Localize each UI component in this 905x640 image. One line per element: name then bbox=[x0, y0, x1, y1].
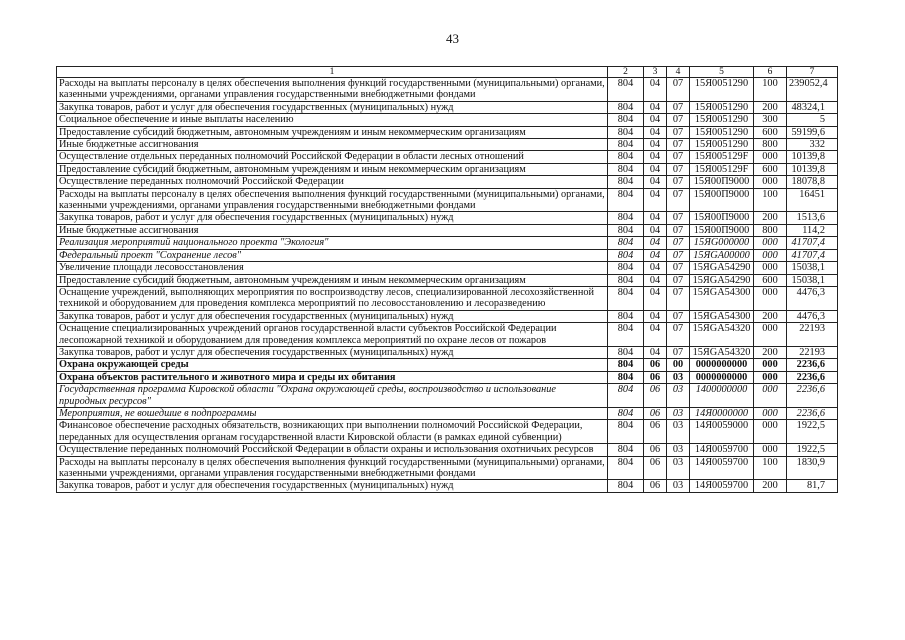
row-expense-type-cell: 000 bbox=[754, 407, 787, 419]
row-subsection-cell: 07 bbox=[667, 224, 690, 236]
row-amount-cell: 41707,4 bbox=[787, 249, 838, 261]
table-row bbox=[57, 139, 838, 151]
row-amount-cell: 2236,6 bbox=[787, 407, 838, 419]
page-number: 43 bbox=[446, 31, 459, 46]
row-amount-cell: 332 bbox=[787, 139, 838, 151]
row-ved-code-cell: 804 bbox=[608, 274, 644, 286]
row-name-cell: Предоставление субсидий бюджетным, автономным учреждениям и иным некоммерческим организациям bbox=[57, 274, 608, 286]
table-row bbox=[57, 323, 838, 347]
row-amount-cell: 1513,6 bbox=[787, 212, 838, 224]
row-ved-code-cell: 804 bbox=[608, 163, 644, 175]
row-amount-cell: 2236,6 bbox=[787, 384, 838, 408]
row-expense-type-cell: 000 bbox=[754, 384, 787, 408]
row-ved-code-cell: 804 bbox=[608, 114, 644, 126]
row-section-cell: 04 bbox=[644, 286, 667, 310]
row-expense-type-cell: 000 bbox=[754, 420, 787, 444]
table-row bbox=[57, 151, 838, 163]
row-name-cell: Охрана объектов растительного и животного мира и среды их обитания bbox=[57, 371, 608, 383]
row-subsection-cell: 03 bbox=[667, 384, 690, 408]
row-section-cell: 06 bbox=[644, 359, 667, 371]
row-ved-code-cell: 804 bbox=[608, 420, 644, 444]
row-expense-type-cell: 800 bbox=[754, 224, 787, 236]
row-section-cell: 04 bbox=[644, 78, 667, 102]
row-expense-type-cell: 000 bbox=[754, 323, 787, 347]
row-name-cell: Закупка товаров, работ и услуг для обеспечения государственных (муниципальных) нужд bbox=[57, 101, 608, 113]
table-row bbox=[57, 286, 838, 310]
row-expense-type-cell: 600 bbox=[754, 126, 787, 138]
row-section-cell: 04 bbox=[644, 212, 667, 224]
row-name-cell: Предоставление субсидий бюджетным, автономным учреждениям и иным некоммерческим организациям bbox=[57, 163, 608, 175]
table-row bbox=[57, 78, 838, 102]
row-amount-cell: 22193 bbox=[787, 323, 838, 347]
row-ved-code-cell: 804 bbox=[608, 286, 644, 310]
row-target-article-cell: 14Я0059700 bbox=[690, 444, 754, 456]
row-subsection-cell: 07 bbox=[667, 163, 690, 175]
header-cell-4: 4 bbox=[667, 67, 690, 78]
row-ved-code-cell: 804 bbox=[608, 101, 644, 113]
row-expense-type-cell: 100 bbox=[754, 456, 787, 480]
row-subsection-cell: 07 bbox=[667, 114, 690, 126]
row-amount-cell: 2236,6 bbox=[787, 359, 838, 371]
row-name-cell: Осуществление переданных полномочий Российской Федерации bbox=[57, 176, 608, 188]
row-name-cell: Иные бюджетные ассигнования bbox=[57, 224, 608, 236]
header-cell-3: 3 bbox=[644, 67, 667, 78]
row-ved-code-cell: 804 bbox=[608, 323, 644, 347]
row-amount-cell: 15038,1 bbox=[787, 262, 838, 274]
row-target-article-cell: 15Я00П9000 bbox=[690, 188, 754, 212]
row-ved-code-cell: 804 bbox=[608, 310, 644, 322]
row-section-cell: 04 bbox=[644, 262, 667, 274]
row-target-article-cell: 15Я0051290 bbox=[690, 126, 754, 138]
row-target-article-cell: 15ЯGA00000 bbox=[690, 249, 754, 261]
row-section-cell: 04 bbox=[644, 114, 667, 126]
row-section-cell: 04 bbox=[644, 163, 667, 175]
row-expense-type-cell: 000 bbox=[754, 371, 787, 383]
row-section-cell: 04 bbox=[644, 139, 667, 151]
row-expense-type-cell: 600 bbox=[754, 163, 787, 175]
row-amount-cell: 239052,4 bbox=[787, 78, 838, 102]
table-row bbox=[57, 384, 838, 408]
row-expense-type-cell: 200 bbox=[754, 346, 787, 358]
row-subsection-cell: 07 bbox=[667, 176, 690, 188]
row-subsection-cell: 07 bbox=[667, 262, 690, 274]
row-ved-code-cell: 804 bbox=[608, 78, 644, 102]
row-target-article-cell: 15Я0051290 bbox=[690, 114, 754, 126]
row-name-cell: Осуществление отдельных переданных полномочий Российской Федерации в области лесных отношений bbox=[57, 151, 608, 163]
row-expense-type-cell: 200 bbox=[754, 212, 787, 224]
row-expense-type-cell: 000 bbox=[754, 151, 787, 163]
row-section-cell: 04 bbox=[644, 188, 667, 212]
table-row bbox=[57, 126, 838, 138]
row-ved-code-cell: 804 bbox=[608, 371, 644, 383]
row-name-cell: Реализация мероприятий национального проекта "Экология" bbox=[57, 237, 608, 249]
row-name-cell: Государственная программа Кировской области "Охрана окружающей среды, воспроизводство и использование природных ресурсов" bbox=[57, 384, 608, 408]
row-ved-code-cell: 804 bbox=[608, 139, 644, 151]
row-ved-code-cell: 804 bbox=[608, 249, 644, 261]
row-name-cell: Закупка товаров, работ и услуг для обеспечения государственных (муниципальных) нужд bbox=[57, 346, 608, 358]
row-target-article-cell: 15ЯGA54300 bbox=[690, 286, 754, 310]
row-subsection-cell: 07 bbox=[667, 212, 690, 224]
row-target-article-cell: 0000000000 bbox=[690, 359, 754, 371]
row-target-article-cell: 1400000000 bbox=[690, 384, 754, 408]
row-ved-code-cell: 804 bbox=[608, 456, 644, 480]
row-section-cell: 04 bbox=[644, 237, 667, 249]
table-row bbox=[57, 359, 838, 371]
row-ved-code-cell: 804 bbox=[608, 407, 644, 419]
row-target-article-cell: 15Я005129F bbox=[690, 151, 754, 163]
row-section-cell: 06 bbox=[644, 407, 667, 419]
row-name-cell: Предоставление субсидий бюджетным, автономным учреждениям и иным некоммерческим организациям bbox=[57, 126, 608, 138]
row-expense-type-cell: 600 bbox=[754, 274, 787, 286]
table-row bbox=[57, 237, 838, 249]
row-subsection-cell: 07 bbox=[667, 274, 690, 286]
row-amount-cell: 114,2 bbox=[787, 224, 838, 236]
row-section-cell: 04 bbox=[644, 346, 667, 358]
row-expense-type-cell: 000 bbox=[754, 444, 787, 456]
row-target-article-cell: 14Я0059700 bbox=[690, 480, 754, 492]
row-section-cell: 04 bbox=[644, 151, 667, 163]
table-row bbox=[57, 188, 838, 212]
table-row bbox=[57, 480, 838, 492]
row-target-article-cell: 14Я0059700 bbox=[690, 456, 754, 480]
row-expense-type-cell: 000 bbox=[754, 237, 787, 249]
row-target-article-cell: 15Я00П9000 bbox=[690, 212, 754, 224]
row-name-cell: Финансовое обеспечение расходных обязательств, возникающих при выполнении полномочий Российской Федерации, переданных для осуществления органам государственной власти Кировской области (в рамках единой субвенции) bbox=[57, 420, 608, 444]
table-row bbox=[57, 456, 838, 480]
table-row bbox=[57, 224, 838, 236]
row-target-article-cell: 15ЯGA54320 bbox=[690, 346, 754, 358]
table-row bbox=[57, 262, 838, 274]
row-amount-cell: 4476,3 bbox=[787, 286, 838, 310]
row-expense-type-cell: 200 bbox=[754, 310, 787, 322]
header-cell-7: 7 bbox=[787, 67, 838, 78]
row-ved-code-cell: 804 bbox=[608, 188, 644, 212]
row-target-article-cell: 15Я005129F bbox=[690, 163, 754, 175]
row-subsection-cell: 07 bbox=[667, 286, 690, 310]
budget-table-body bbox=[57, 67, 838, 493]
row-section-cell: 04 bbox=[644, 126, 667, 138]
row-target-article-cell: 14Я0059000 bbox=[690, 420, 754, 444]
row-expense-type-cell: 200 bbox=[754, 480, 787, 492]
row-ved-code-cell: 804 bbox=[608, 262, 644, 274]
row-amount-cell: 81,7 bbox=[787, 480, 838, 492]
header-cell-2: 2 bbox=[608, 67, 644, 78]
row-expense-type-cell: 100 bbox=[754, 78, 787, 102]
row-section-cell: 04 bbox=[644, 224, 667, 236]
row-amount-cell: 18078,8 bbox=[787, 176, 838, 188]
table-row bbox=[57, 212, 838, 224]
row-name-cell: Федеральный проект "Сохранение лесов" bbox=[57, 249, 608, 261]
row-ved-code-cell: 804 bbox=[608, 176, 644, 188]
budget-table bbox=[56, 66, 838, 493]
table-row bbox=[57, 444, 838, 456]
row-target-article-cell: 15Я00П9000 bbox=[690, 224, 754, 236]
row-amount-cell: 59199,6 bbox=[787, 126, 838, 138]
row-ved-code-cell: 804 bbox=[608, 480, 644, 492]
row-expense-type-cell: 300 bbox=[754, 114, 787, 126]
row-name-cell: Социальное обеспечение и иные выплаты населению bbox=[57, 114, 608, 126]
row-target-article-cell: 15ЯGA54300 bbox=[690, 310, 754, 322]
row-section-cell: 06 bbox=[644, 456, 667, 480]
row-target-article-cell: 15Я00П9000 bbox=[690, 176, 754, 188]
row-subsection-cell: 07 bbox=[667, 126, 690, 138]
row-section-cell: 06 bbox=[644, 420, 667, 444]
row-ved-code-cell: 804 bbox=[608, 384, 644, 408]
row-expense-type-cell: 000 bbox=[754, 359, 787, 371]
row-ved-code-cell: 804 bbox=[608, 359, 644, 371]
row-name-cell: Расходы на выплаты персоналу в целях обеспечения выполнения функций государственными (муниципальными) органами, казенными учреждениями, органами управления государственными внебюджетными фондами bbox=[57, 456, 608, 480]
row-expense-type-cell: 100 bbox=[754, 188, 787, 212]
row-section-cell: 04 bbox=[644, 101, 667, 113]
row-name-cell: Оснащение специализированных учреждений органов государственной власти субъектов Российской Федерации лесопожарной техникой и оборудованием для проведения комплекса мероприятий по охране лесов от пожаров bbox=[57, 323, 608, 347]
row-name-cell: Оснащение учреждений, выполняющих мероприятия по воспроизводству лесов, специализированной лесохозяйственной техникой и оборудованием для проведения комплекса мероприятий по лесовосстановлению и лесоразведению bbox=[57, 286, 608, 310]
header-cell-6: 6 bbox=[754, 67, 787, 78]
row-ved-code-cell: 804 bbox=[608, 346, 644, 358]
table-row bbox=[57, 407, 838, 419]
row-section-cell: 04 bbox=[644, 176, 667, 188]
row-target-article-cell: 15ЯGA54290 bbox=[690, 274, 754, 286]
row-name-cell: Мероприятия, не вошедшие в подпрограммы bbox=[57, 407, 608, 419]
row-name-cell: Закупка товаров, работ и услуг для обеспечения государственных (муниципальных) нужд bbox=[57, 480, 608, 492]
row-name-cell: Расходы на выплаты персоналу в целях обеспечения выполнения функций государственными (муниципальными) органами, казенными учреждениями, органами управления государственными внебюджетными фондами bbox=[57, 78, 608, 102]
row-ved-code-cell: 804 bbox=[608, 151, 644, 163]
row-subsection-cell: 07 bbox=[667, 151, 690, 163]
row-amount-cell: 1830,9 bbox=[787, 456, 838, 480]
row-subsection-cell: 07 bbox=[667, 310, 690, 322]
row-name-cell: Расходы на выплаты персоналу в целях обеспечения выполнения функций государственными (муниципальными) органами, казенными учреждениями, органами управления государственными внебюджетными фондами bbox=[57, 188, 608, 212]
row-subsection-cell: 07 bbox=[667, 139, 690, 151]
row-expense-type-cell: 000 bbox=[754, 249, 787, 261]
header-cell-5: 5 bbox=[690, 67, 754, 78]
row-amount-cell: 5 bbox=[787, 114, 838, 126]
row-target-article-cell: 0000000000 bbox=[690, 371, 754, 383]
row-name-cell: Закупка товаров, работ и услуг для обеспечения государственных (муниципальных) нужд bbox=[57, 310, 608, 322]
row-subsection-cell: 03 bbox=[667, 480, 690, 492]
table-row bbox=[57, 101, 838, 113]
row-subsection-cell: 03 bbox=[667, 456, 690, 480]
row-subsection-cell: 03 bbox=[667, 407, 690, 419]
row-subsection-cell: 07 bbox=[667, 101, 690, 113]
row-amount-cell: 48324,1 bbox=[787, 101, 838, 113]
row-section-cell: 06 bbox=[644, 384, 667, 408]
row-subsection-cell: 07 bbox=[667, 237, 690, 249]
row-ved-code-cell: 804 bbox=[608, 444, 644, 456]
row-amount-cell: 2236,6 bbox=[787, 371, 838, 383]
row-amount-cell: 16451 bbox=[787, 188, 838, 212]
table-row bbox=[57, 274, 838, 286]
table-row bbox=[57, 249, 838, 261]
table-row bbox=[57, 310, 838, 322]
row-subsection-cell: 07 bbox=[667, 78, 690, 102]
row-section-cell: 06 bbox=[644, 371, 667, 383]
row-subsection-cell: 03 bbox=[667, 371, 690, 383]
row-target-article-cell: 15ЯGA54290 bbox=[690, 262, 754, 274]
row-expense-type-cell: 200 bbox=[754, 101, 787, 113]
table-row bbox=[57, 420, 838, 444]
row-expense-type-cell: 000 bbox=[754, 286, 787, 310]
row-target-article-cell: 15Я0051290 bbox=[690, 101, 754, 113]
row-amount-cell: 1922,5 bbox=[787, 444, 838, 456]
row-ved-code-cell: 804 bbox=[608, 224, 644, 236]
row-subsection-cell: 07 bbox=[667, 323, 690, 347]
row-name-cell: Закупка товаров, работ и услуг для обеспечения государственных (муниципальных) нужд bbox=[57, 212, 608, 224]
row-section-cell: 04 bbox=[644, 310, 667, 322]
row-amount-cell: 22193 bbox=[787, 346, 838, 358]
table-row bbox=[57, 176, 838, 188]
table-row bbox=[57, 346, 838, 358]
table-row bbox=[57, 163, 838, 175]
row-subsection-cell: 07 bbox=[667, 249, 690, 261]
row-subsection-cell: 07 bbox=[667, 346, 690, 358]
row-ved-code-cell: 804 bbox=[608, 212, 644, 224]
row-ved-code-cell: 804 bbox=[608, 237, 644, 249]
table-row bbox=[57, 114, 838, 126]
row-name-cell: Осуществление переданных полномочий Российской Федерации в области охраны и использования охотничьих ресурсов bbox=[57, 444, 608, 456]
row-section-cell: 04 bbox=[644, 249, 667, 261]
row-expense-type-cell: 800 bbox=[754, 139, 787, 151]
row-section-cell: 06 bbox=[644, 444, 667, 456]
row-amount-cell: 4476,3 bbox=[787, 310, 838, 322]
row-target-article-cell: 15Я0051290 bbox=[690, 78, 754, 102]
table-row bbox=[57, 371, 838, 383]
row-amount-cell: 10139,8 bbox=[787, 151, 838, 163]
row-section-cell: 04 bbox=[644, 323, 667, 347]
row-section-cell: 06 bbox=[644, 480, 667, 492]
row-expense-type-cell: 000 bbox=[754, 262, 787, 274]
row-amount-cell: 1922,5 bbox=[787, 420, 838, 444]
row-amount-cell: 10139,8 bbox=[787, 163, 838, 175]
row-name-cell: Иные бюджетные ассигнования bbox=[57, 139, 608, 151]
row-subsection-cell: 03 bbox=[667, 420, 690, 444]
row-subsection-cell: 00 bbox=[667, 359, 690, 371]
row-name-cell: Увеличение площади лесовосстановления bbox=[57, 262, 608, 274]
row-target-article-cell: 15Я0051290 bbox=[690, 139, 754, 151]
row-target-article-cell: 14Я0000000 bbox=[690, 407, 754, 419]
header-cell-1: 1 bbox=[57, 67, 608, 78]
row-target-article-cell: 15ЯG000000 bbox=[690, 237, 754, 249]
row-name-cell: Охрана окружающей среды bbox=[57, 359, 608, 371]
row-expense-type-cell: 000 bbox=[754, 176, 787, 188]
row-amount-cell: 41707,4 bbox=[787, 237, 838, 249]
row-subsection-cell: 03 bbox=[667, 444, 690, 456]
row-subsection-cell: 07 bbox=[667, 188, 690, 212]
header-row bbox=[57, 67, 838, 78]
row-ved-code-cell: 804 bbox=[608, 126, 644, 138]
row-amount-cell: 15038,1 bbox=[787, 274, 838, 286]
row-target-article-cell: 15ЯGA54320 bbox=[690, 323, 754, 347]
row-section-cell: 04 bbox=[644, 274, 667, 286]
